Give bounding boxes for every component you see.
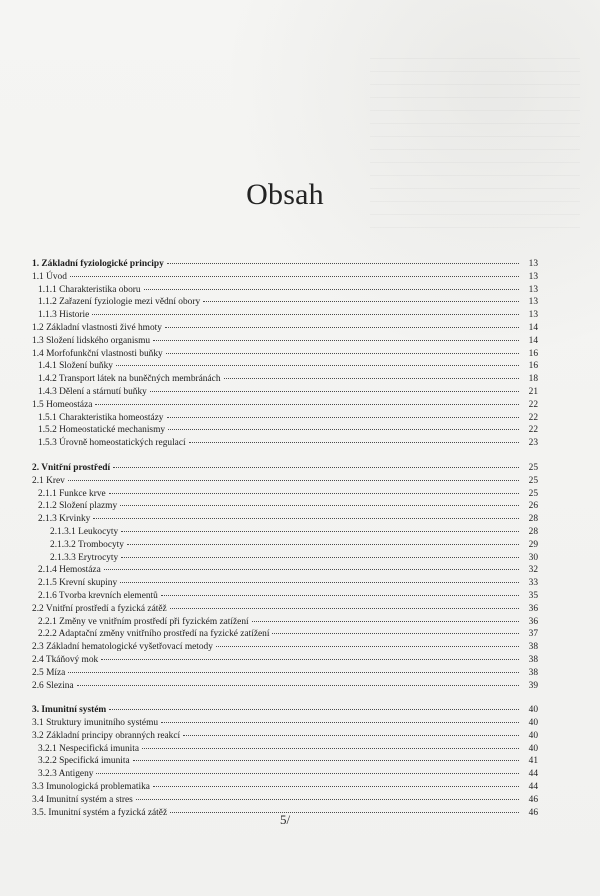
toc-entry-label: 1.5.2 Homeostatické mechanismy — [38, 425, 166, 436]
toc-entry-label: 2.3 Základní hematologické vyšetřovací metody — [32, 642, 213, 653]
dot-leader — [203, 301, 519, 302]
page-number-footer: 5/ — [279, 812, 291, 827]
dot-leader — [92, 314, 519, 315]
toc-page-number: 46 — [528, 794, 538, 805]
dot-leader — [189, 442, 519, 443]
page-title: Obsah — [246, 178, 324, 211]
toc-entry-row[interactable] — [32, 641, 538, 654]
toc-entry-row[interactable] — [32, 539, 538, 552]
toc-entry-row[interactable] — [32, 616, 538, 629]
dot-leader — [93, 518, 519, 519]
dot-leader — [113, 467, 519, 468]
dot-leader — [167, 417, 520, 418]
toc-section — [32, 258, 538, 450]
dot-leader — [109, 493, 519, 494]
toc-entry-row[interactable] — [32, 577, 538, 590]
toc-page-number: 40 — [528, 705, 538, 716]
toc-page-number: 13 — [528, 284, 538, 295]
dot-leader — [150, 391, 519, 392]
toc-entry-label: 2.1.4 Hemostáza — [38, 565, 101, 576]
toc-entry-label: 2.1.1 Funkce krve — [38, 488, 106, 499]
toc-entry-row[interactable] — [32, 335, 538, 348]
toc-page-number: 13 — [528, 271, 538, 282]
dot-leader — [127, 544, 519, 545]
toc-entry-row[interactable] — [32, 309, 538, 322]
toc-entry-label: 2.1.6 Tvorba krevních elementů — [38, 590, 158, 601]
toc-entry-label: 2.6 Slezina — [32, 680, 74, 691]
dot-leader — [95, 404, 519, 405]
toc-page-number: 33 — [528, 578, 538, 589]
toc-page-number: 14 — [528, 322, 538, 333]
table-of-contents — [32, 258, 538, 831]
dot-leader — [216, 646, 519, 647]
toc-entry-label: 1.3 Složení lidského organismu — [32, 335, 151, 346]
toc-entry-row[interactable] — [32, 412, 538, 425]
toc-entry-row[interactable] — [32, 488, 538, 501]
toc-entry-row[interactable] — [32, 399, 538, 412]
toc-page-number: 22 — [528, 399, 538, 410]
dot-leader — [77, 685, 519, 686]
toc-entry-row[interactable] — [32, 322, 538, 335]
dot-leader — [120, 582, 519, 583]
toc-entry-label: 2.1.5 Krevní skupiny — [38, 578, 118, 589]
toc-entry-row[interactable] — [32, 730, 538, 743]
toc-entry-row[interactable] — [32, 424, 538, 437]
toc-page-number: 13 — [528, 259, 538, 269]
toc-entry-row[interactable] — [32, 743, 538, 756]
toc-page-number: 18 — [528, 374, 538, 385]
dot-leader — [101, 659, 519, 660]
dot-leader — [68, 480, 519, 481]
toc-entry-row[interactable] — [32, 654, 538, 667]
toc-entry-label: 2.2 Vnitřní prostředí a fyzická zátěž — [32, 603, 167, 614]
toc-page-number: 41 — [528, 756, 538, 767]
dot-leader — [165, 327, 519, 328]
toc-page-number: 44 — [528, 769, 538, 780]
toc-entry-row[interactable] — [32, 500, 538, 513]
toc-entry-label: 1.5.1 Charakteristika homeostázy — [38, 412, 164, 423]
toc-page-number: 37 — [528, 629, 538, 640]
dot-leader — [252, 621, 519, 622]
dot-leader — [142, 748, 519, 749]
toc-entry-label: 1.5.3 Úrovně homeostatických regulací — [38, 438, 186, 449]
toc-entry-label: 1.1.3 Historie — [38, 310, 90, 321]
toc-entry-row[interactable] — [32, 590, 538, 603]
toc-page-number: 40 — [528, 718, 538, 729]
toc-page-number: 14 — [528, 335, 538, 346]
toc-entry-label: 2.1.3.2 Trombocyty — [50, 539, 124, 550]
dot-leader — [133, 760, 519, 761]
toc-entry-label: 1.4 Morfofunkční vlastnosti buňky — [32, 348, 163, 359]
dot-leader — [120, 505, 519, 506]
toc-page-number: 25 — [528, 475, 538, 486]
toc-page-number: 28 — [528, 526, 538, 537]
toc-entry-label: 1. Základní fyziologické principy — [32, 259, 164, 269]
toc-entry-label: 2.1.3 Krvinky — [38, 514, 91, 525]
toc-entry-row[interactable] — [32, 373, 538, 386]
toc-page-number: 30 — [528, 552, 538, 563]
toc-page-number: 13 — [528, 297, 538, 308]
dot-leader — [121, 557, 519, 558]
dot-leader — [136, 799, 519, 800]
toc-entry-label: 1.1 Úvod — [32, 271, 67, 282]
toc-page-number: 38 — [528, 654, 538, 665]
toc-entry-row[interactable] — [32, 628, 538, 641]
toc-page-number: 36 — [528, 616, 538, 627]
toc-entry-label: 3.2.1 Nespecifická imunita — [38, 743, 140, 754]
toc-entry-row[interactable] — [32, 667, 538, 680]
toc-chapter-row[interactable] — [32, 704, 538, 717]
toc-entry-row[interactable] — [32, 717, 538, 730]
toc-entry-row[interactable] — [32, 755, 538, 768]
toc-page-number: 16 — [528, 348, 538, 359]
toc-page-number: 32 — [528, 565, 538, 576]
toc-page-number: 39 — [528, 680, 538, 691]
toc-entry-row[interactable] — [32, 680, 538, 693]
toc-entry-label: 3. Imunitní systém — [32, 705, 107, 716]
dot-leader — [166, 353, 519, 354]
toc-entry-label: 2.2.1 Změny ve vnitřním prostředí při fyzickém zatížení — [38, 616, 249, 627]
toc-page-number: 22 — [528, 425, 538, 436]
toc-entry-label: 1.1.2 Zařazení fyziologie mezi vědní obory — [38, 297, 201, 308]
toc-page-number: 35 — [528, 590, 538, 601]
toc-page-number: 26 — [528, 501, 538, 512]
toc-entry-label: 1.4.2 Transport látek na buněčných membránách — [38, 374, 221, 385]
toc-entry-label: 3.2.2 Specifická imunita — [38, 756, 130, 767]
dot-leader — [96, 773, 519, 774]
dot-leader — [153, 340, 519, 341]
toc-entry-row[interactable] — [32, 475, 538, 488]
toc-entry-row[interactable] — [32, 437, 538, 450]
dot-leader — [104, 569, 519, 570]
toc-page-number: 38 — [528, 667, 538, 678]
dot-leader — [161, 722, 519, 723]
toc-entry-label: 3.5. Imunitní systém a fyzická zátěž — [32, 807, 168, 818]
toc-page-number: 16 — [528, 361, 538, 372]
toc-entry-row[interactable] — [32, 794, 538, 807]
dot-leader — [121, 531, 519, 532]
toc-entry-label: 2.1 Krev — [32, 475, 65, 486]
toc-entry-row[interactable] — [32, 552, 538, 565]
dot-leader — [161, 595, 519, 596]
toc-entry-row[interactable] — [32, 564, 538, 577]
toc-page-number: 22 — [528, 412, 538, 423]
toc-page-number: 46 — [528, 807, 538, 818]
dot-leader — [183, 735, 519, 736]
toc-entry-row[interactable] — [32, 513, 538, 526]
toc-entry-label: 3.1 Struktury imunitního systému — [32, 718, 159, 729]
dot-leader — [144, 289, 519, 290]
toc-page-number: 21 — [528, 386, 538, 397]
toc-entry-label: 3.2.3 Antigeny — [38, 769, 94, 780]
toc-entry-label: 2.2.2 Adaptační změny vnitřního prostředí na fyzické zatížení — [38, 629, 270, 640]
toc-page-number: 38 — [528, 642, 538, 653]
toc-entry-row[interactable] — [32, 526, 538, 539]
toc-entry-label: 3.4 Imunitní systém a stres — [32, 794, 133, 805]
toc-entry-row[interactable] — [32, 360, 538, 373]
dot-leader — [153, 786, 519, 787]
toc-entry-row[interactable] — [32, 284, 538, 297]
dot-leader — [170, 608, 519, 609]
toc-entry-row[interactable] — [32, 348, 538, 361]
toc-entry-label: 2. Vnitřní prostředí — [32, 462, 111, 473]
toc-page-number: 40 — [528, 730, 538, 741]
toc-entry-row[interactable] — [32, 781, 538, 794]
dot-leader — [272, 633, 519, 634]
toc-entry-label: 1.1.1 Charakteristika oboru — [38, 284, 141, 295]
toc-section — [32, 704, 538, 819]
toc-entry-row[interactable] — [32, 603, 538, 616]
toc-chapter-row[interactable] — [32, 462, 538, 475]
toc-page-number: 25 — [528, 462, 538, 473]
toc-page-number: 25 — [528, 488, 538, 499]
toc-entry-label: 2.5 Míza — [32, 667, 66, 678]
toc-page-number: 44 — [528, 782, 538, 793]
toc-page-number: 23 — [528, 438, 538, 449]
toc-entry-label: 1.4.3 Dělení a stárnutí buňky — [38, 386, 147, 397]
dot-leader — [167, 263, 519, 264]
toc-entry-label: 2.1.2 Složení plazmy — [38, 501, 118, 512]
toc-entry-row[interactable] — [32, 296, 538, 309]
toc-entry-label: 3.3 Imunologická problematika — [32, 782, 150, 793]
dot-leader — [109, 709, 519, 710]
toc-page-number: 13 — [528, 310, 538, 321]
toc-entry-row[interactable] — [32, 768, 538, 781]
toc-entry-label: 2.1.3.1 Leukocyty — [50, 526, 119, 537]
toc-section — [32, 462, 538, 692]
toc-chapter-row[interactable] — [32, 258, 538, 271]
dot-leader — [116, 365, 519, 366]
toc-entry-row[interactable] — [32, 271, 538, 284]
toc-entry-label: 2.1.3.3 Erytrocyty — [50, 552, 119, 563]
toc-entry-row[interactable] — [32, 386, 538, 399]
toc-page-number: 29 — [528, 539, 538, 550]
dot-leader — [168, 429, 519, 430]
toc-entry-label: 2.4 Tkáňový mok — [32, 654, 99, 665]
toc-page-number: 40 — [528, 743, 538, 754]
dot-leader — [224, 378, 519, 379]
dot-leader — [68, 672, 519, 673]
toc-entry-label: 1.5 Homeostáza — [32, 399, 93, 410]
toc-page-number: 28 — [528, 514, 538, 525]
toc-page-number: 36 — [528, 603, 538, 614]
toc-entry-label: 3.2 Základní principy obranných reakcí — [32, 730, 181, 741]
toc-entry-label: 1.2 Základní vlastnosti živé hmoty — [32, 322, 162, 333]
dot-leader — [70, 276, 519, 277]
toc-entry-label: 1.4.1 Složení buňky — [38, 361, 113, 372]
